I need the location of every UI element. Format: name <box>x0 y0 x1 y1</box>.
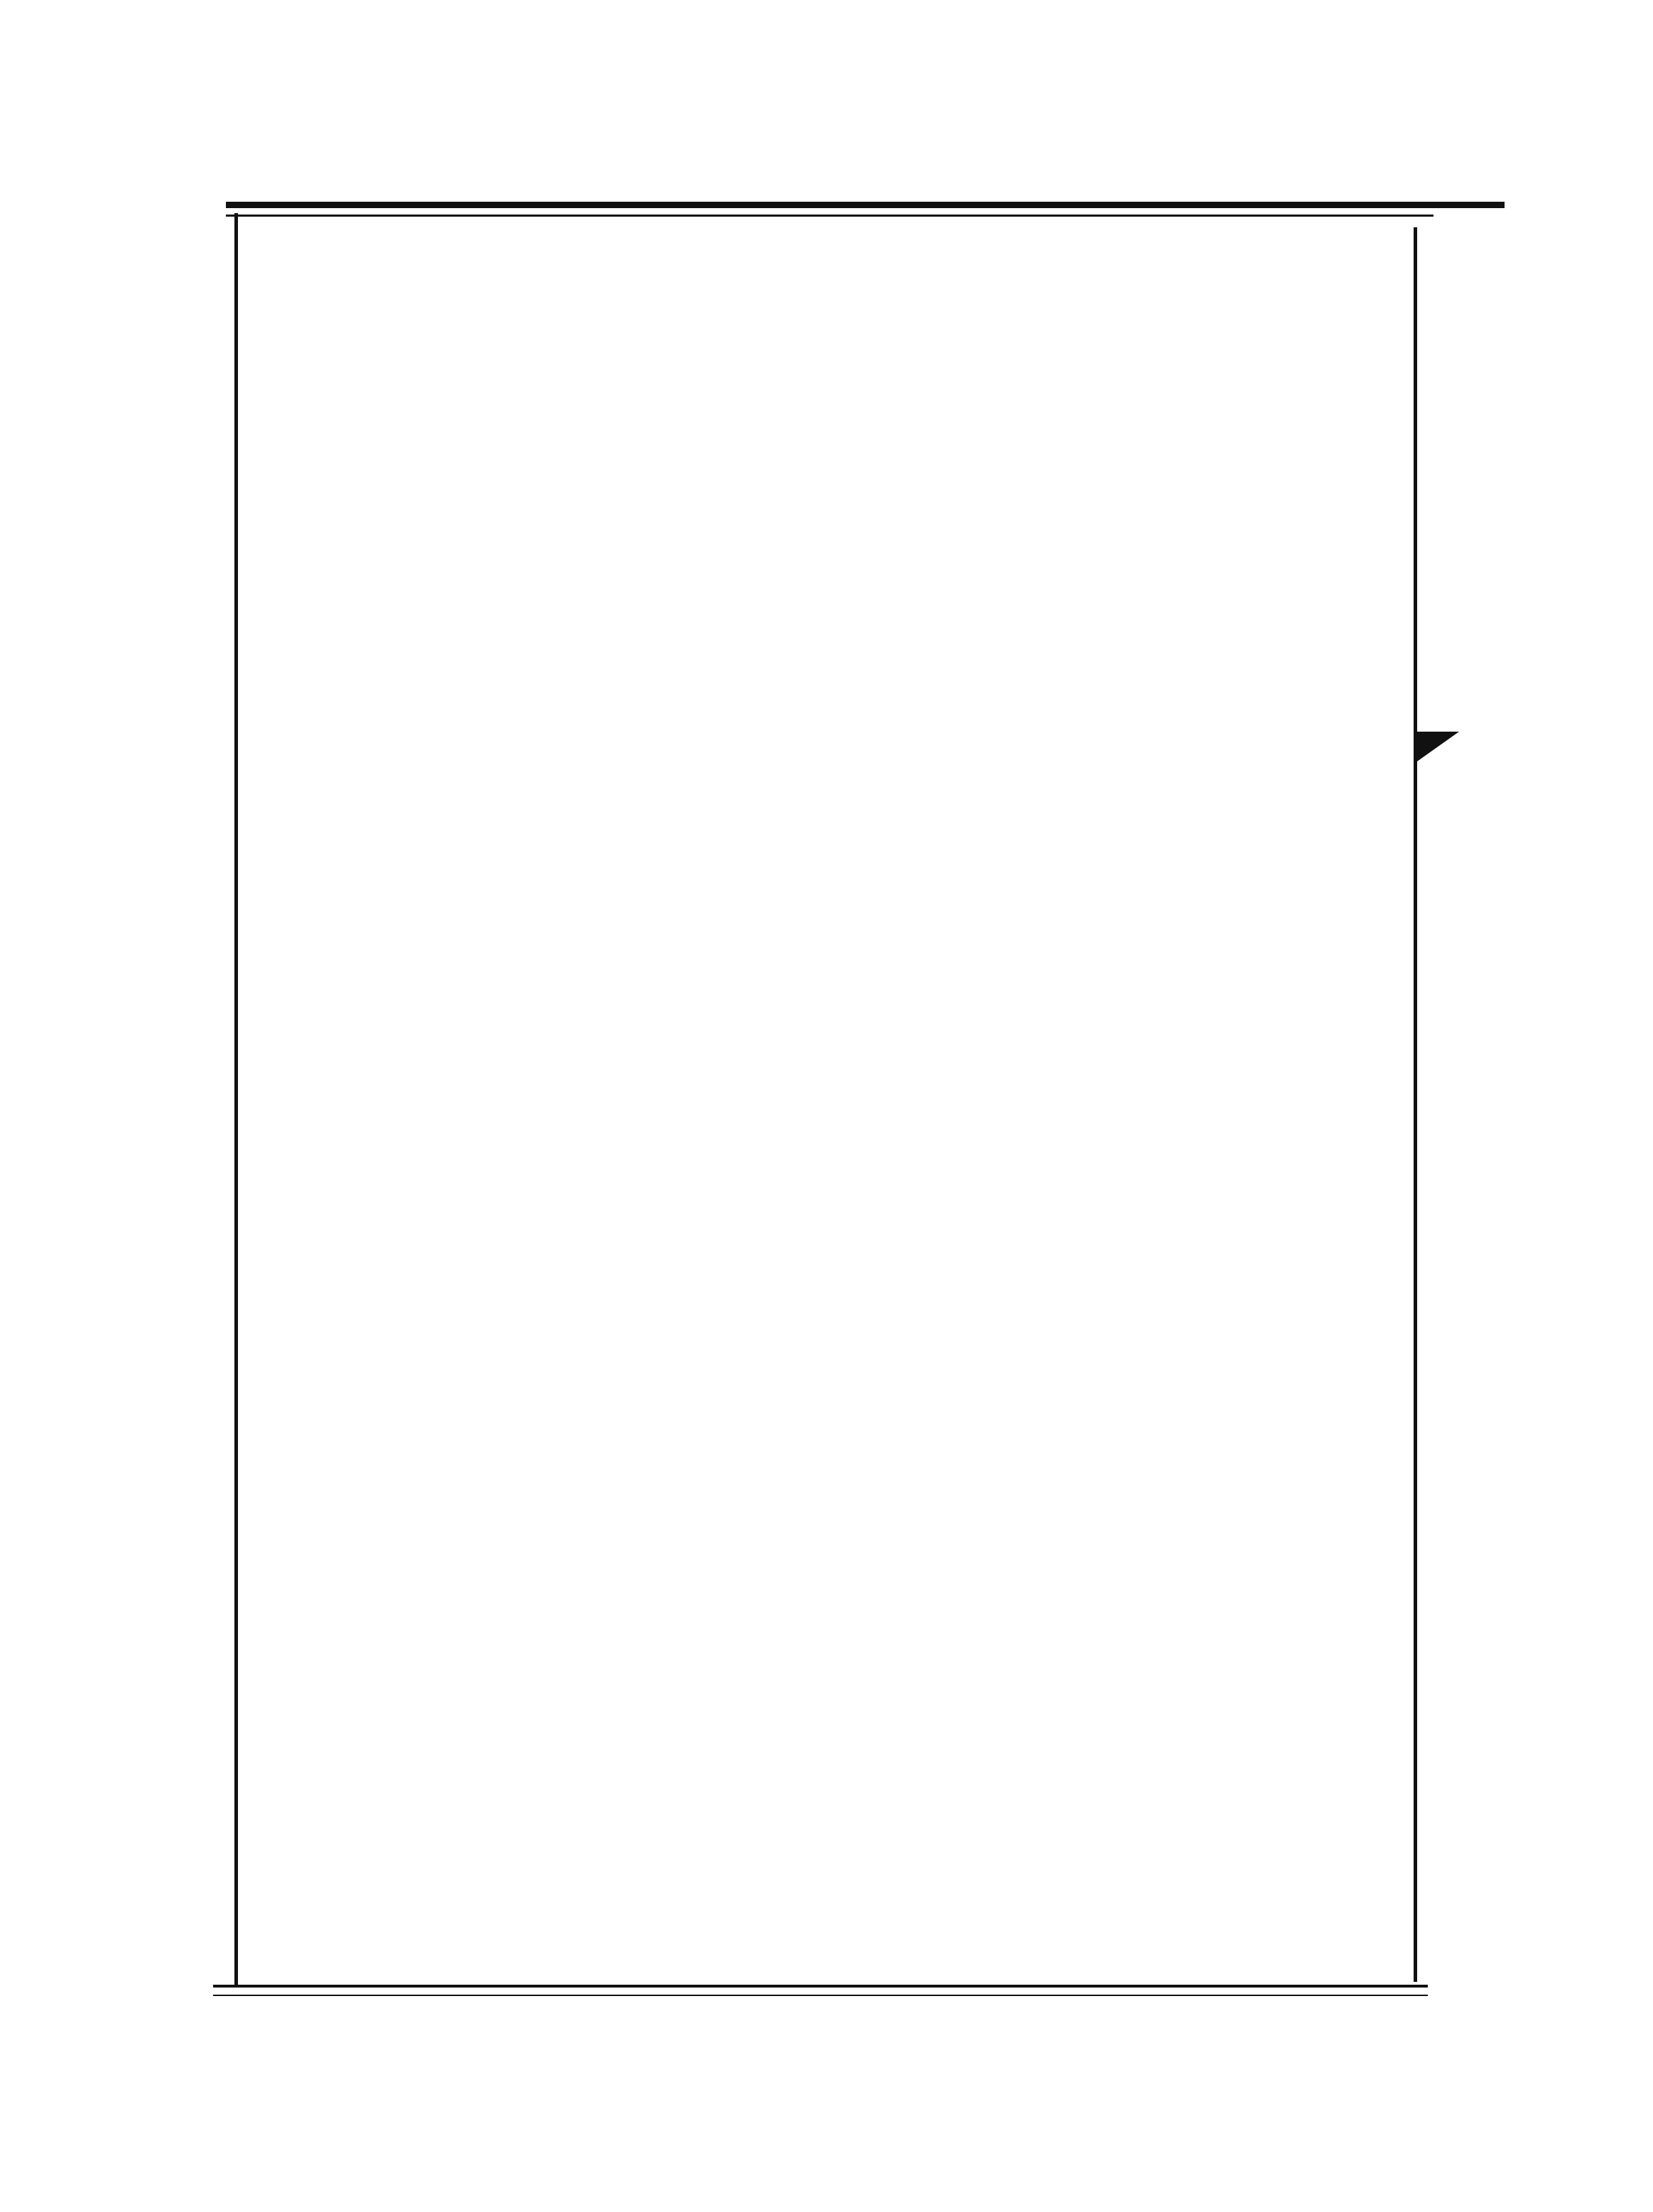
left-border <box>234 213 238 1985</box>
fishtail-mark <box>1415 732 1459 763</box>
bottom-border-thin <box>213 1995 1428 1996</box>
top-border-thin <box>226 215 1433 217</box>
bottom-border <box>213 1985 1428 1988</box>
margin-line-left <box>1414 227 1417 1982</box>
top-border-thick <box>226 202 1505 208</box>
